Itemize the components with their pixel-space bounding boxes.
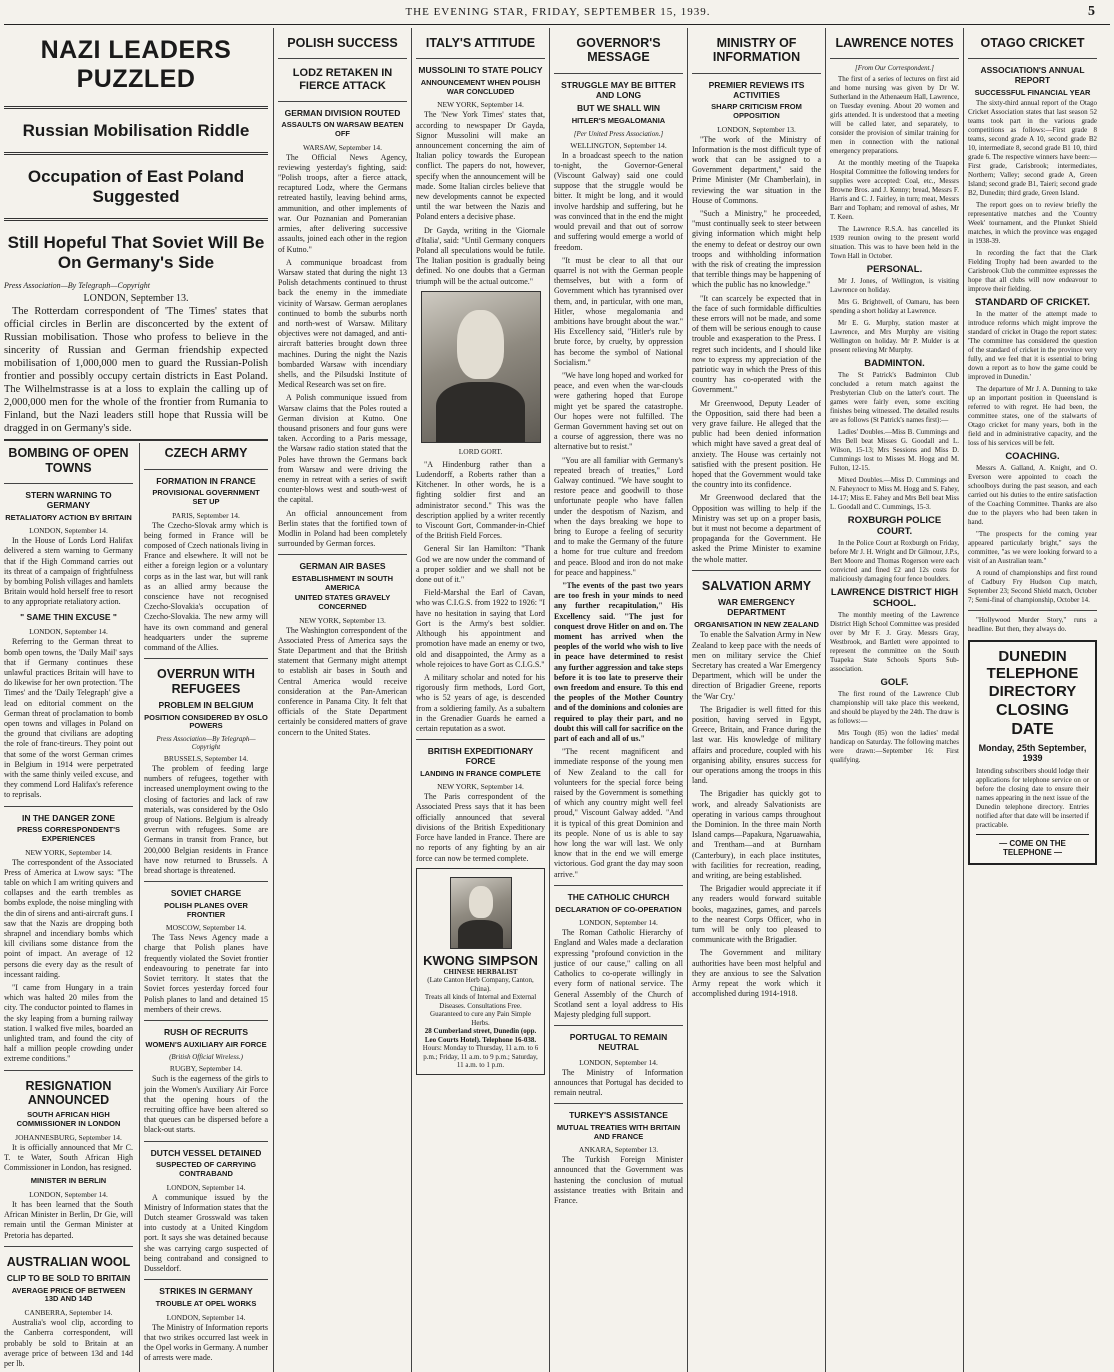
article-paragraph: The sixty-third annual report of the Otago Cricket Association states that last season 52 teams took part in the various grade competitions as follows:—First grade 8 teams, second grade A 10, second grade B2 10, intermediate 8, second grade B1 10, third grade 6. The respective winners have been:—First grade, Carisbrook; intermediates, Northern; Valley; second grade A, Green Island; second grade B1, Taieri; second grade B2, Dunedin; third grade, Green Island. (968, 98, 1097, 197)
article-paragraph: In the House of Lords Lord Halifax delivered a stern warning to Germany that if the High Command carries out its threat of a campaign of frightfulness by bombing Polish villages and hamlets Britain would hold herself free to resort to any appropriate retaliatory action. (4, 536, 133, 607)
subhead: DUTCH VESSEL DETAINED (150, 1147, 262, 1158)
herbalist-ad (416, 868, 545, 1075)
column-2 (274, 28, 412, 1372)
article-paragraph: "We have long hoped and worked for peace, and even when the war-clouds were gathering hoped that Europe might yet be spared the catastrophe. Our hopes were not fulfilled. The German Government having set out on a course of aggression, there was no alternative but to resist." (554, 370, 683, 452)
headline-bombing: BOMBING OF OPEN TOWNS (8, 446, 129, 475)
article-paragraph: Mr E. G. Murphy, station master at Lawrence, and Mrs Murphy are visiting Wellington on holiday. Mr P. Mulder is at present relieving Mr Murphy. (830, 319, 959, 355)
subhead: SUSPECTED OF CARRYING CONTRABAND (155, 1160, 257, 1178)
lead-headline: NAZI LEADERS PUZZLED (40, 36, 232, 93)
article-paragraph: The first of a series of lectures on first aid and home nursing was given by Dr W. Sutherland in the Athenaeum Hall, Lawrence, on Tuesday evening. About 20 women and girls attended. It is understood that a meeting will be called later, and separately, to consider the provision of similar training for men in connection with the national emergency preparations. (830, 75, 959, 156)
article-paragraph: In recording the fact that the Clark Fielding Trophy had been awarded to the Carisbrook Club the committee expresses the hope that all clubs will now endeavour to improve their fielding. (968, 248, 1097, 293)
column-1b (139, 443, 268, 1372)
dateline: LONDON, September 14. (579, 918, 658, 928)
article-paragraph: The Brigadier would appreciate it if any readers would forward suitable books, magazines, games, and parcels to the nearest Corps Officer, who in turn will be only too pleased to communicate with the Brigadier. (692, 884, 821, 945)
subhead: TROUBLE AT OPEL WORKS (155, 1298, 257, 1308)
article-paragraph: In the matter of the attempt made to introduce reforms which might improve the standard of cricket in Otago the report states: 'The committee has considered the question of the standard of cricket in the province very fully, and we feel that it is essential to bring down a report as to how the game could be improved in Dunedin.' (968, 309, 1097, 381)
subhead: IN THE DANGER ZONE (21, 812, 116, 823)
article-paragraph: Australia's wool clip, according to the Canberra correspondent, will probably be sold to Britain at an average price of between 13d and 14d per lb. (4, 1318, 133, 1368)
page-number: 5 (1088, 4, 1096, 19)
section-heading: STANDARD OF CRICKET. (975, 296, 1090, 308)
dateline: MOSCOW, September 14. (165, 923, 247, 933)
dateline: WELLINGTON, September 14. (570, 140, 667, 150)
section-heading: COACHING. (1005, 450, 1060, 462)
article-paragraph: A military scholar and noted for his rigorously firm methods, Lord Gort, who is 52 years of age, is descended from a soldiering family. As a subaltern in the Grenadier Guards he earned a certain reputation as a swot. (416, 672, 545, 733)
section-heading: ROXBURGH POLICE COURT. (847, 515, 942, 538)
lead-dateline: LONDON, September 13. (83, 293, 189, 305)
subhead: WAR EMERGENCY DEPARTMENT (718, 597, 795, 617)
dateline: NEW YORK, September 14. (437, 100, 524, 110)
headline-governor: GOVERNOR'S MESSAGE (576, 36, 661, 65)
ad-line: Guaranteed to cure any Pain Simple Herbs. (430, 1010, 531, 1027)
article-paragraph: At the monthly meeting of the Tuapeka Hospital Committee the following tenders for supplies were accepted: Coal, etc., Messrs Browne Bros. and J. Kenny; bread, Messrs F. Harris and C. J. Fairley, in turn; meat, Messrs Barr and Topham; and removal of ashes, Mr T. Keen. (830, 159, 959, 222)
section-heading: PERSONAL. (866, 264, 923, 276)
article-paragraph: Mixed Doubles.—Miss D. Cummings and N. Faheyлост to Miss M. Hogg and S. Fahey, 14-17; Miss E. Fahey and Mrs Bell beat Miss L. Goodall and C. Cummings, 15-3. (830, 476, 959, 512)
subhead: TURKEY'S ASSISTANCE (569, 1110, 668, 1121)
article-paragraph: "The recent magnificent and immediate response of the young men of New Zealand to the call for volunteers for the special force being raised by the Government is something of which any country might well feel proud," Viscount Galway added. "And it is typical of this great Dominion and its people. None of us is able to say how long the war will last. We only know that in the end we will emerge victorious. God grant the day may soon arrive." (554, 747, 683, 879)
column-6 (826, 28, 964, 1372)
dateline: NEW YORK, September 14. (25, 847, 112, 857)
article-paragraph: In a broadcast speech to the nation to-night, the Governor-General (Viscount Galway) said one could suppose that the struggle would be bitter. It might be long, and it would involve hardship and suffering, but he was convinced that in the end the might would prevail and that out of sorrow and suffering would emerge a world of freedom. (554, 150, 683, 252)
credit: [From Our Correspondent.] (854, 64, 934, 73)
subhead: GERMAN AIR BASES (299, 561, 386, 572)
ad-name: KWONG SIMPSON (423, 952, 538, 968)
photo-caption: LORD GORT. (458, 446, 503, 456)
dateline: RUGBY, September 14. (169, 1064, 243, 1074)
article-paragraph: "It must be clear to all that our quarrel is not with the German people themselves, but with a form of Government which has tyrannised over them, and, in particular, with one man, Hitler, whose megalomania and ambitions have brought about the war." His Excellency said, "Hitler's rule by brute force, by cruelty, by oppression has become the symbol of National Socialism." (554, 255, 683, 367)
subhead: AVERAGE PRICE OF BETWEEN 13D AND 14D (11, 1285, 126, 1304)
subhead: CLIP TO BE SOLD TO BRITAIN (6, 1273, 131, 1284)
ad-body: Intending subscribers should lodge their applications for telephone service on or before the closing date to ensure their names appearing in the next issue of the Dunedin telephone directory. Entries notified after that date will be inserted if practicable. (976, 766, 1089, 829)
lead-subhead-2: Occupation of East Poland Suggested (27, 167, 245, 206)
credit: (British Official Wireless.) (169, 1053, 243, 1062)
columns (4, 28, 1110, 1368)
subhead: SOVIET CHARGE (170, 888, 242, 899)
subhead: ASSOCIATION'S ANNUAL REPORT (980, 65, 1085, 86)
article-paragraph: "The prospects for the coming year appeared particularly bright," says the committee, "as we were looking forward to a visit of an Australian team." (968, 529, 1097, 565)
subhead: BRITISH EXPEDITIONARY FORCE (427, 746, 534, 766)
article-paragraph: The problem of feeding large numbers of refugees, together with increased unemployment owing to the closing of factories and lack of raw materials, was considered by the Oslo group of Nations. Belgium is already overrun with refugees. Some are Germans in transit from France, but 200,000 Belgian residents in France have now returned to Brussels. A bread shortage is threatened. (144, 764, 268, 876)
article-paragraph: Mr Greenwood, Deputy Leader of the Opposition, said there had been a very grave failure. He alleged that the public had been denied information which might have saved a great deal of anxiety. The House was certainly not satisfied with the present position. He hoped that the Government would take the country into its confidence. (692, 398, 821, 490)
article-paragraph: A round of championships and first round of Cadbury Fry Hudson Cup match, September 23; Second Shield match, October 7; Semi-final of championship, October 14. (968, 568, 1097, 604)
article-paragraph: An official announcement from Berlin states that the fortified town of Modlin in Poland had been completely surrounded by German forces. (278, 508, 407, 549)
dateline: JOHANNESBURG, September 14. (15, 1132, 122, 1142)
subhead: MUSSOLINI TO STATE POLICY (418, 65, 543, 76)
subhead: LANDING IN FRANCE COMPLETE (420, 768, 541, 778)
credit: [Per United Press Association.] (573, 129, 664, 138)
article-paragraph: The Government and military authorities have been most helpful and they are anxious to see the Salvation Army repeat the work which it accomplished during 1914-1918. (692, 948, 821, 999)
headline-polish-success: POLISH SUCCESS (287, 36, 398, 50)
dateline: LONDON, September 13. (717, 124, 796, 134)
credit: Press Association—By Telegraph—Copyright (156, 735, 256, 752)
subhead: POLISH PLANES OVER FRONTIER (164, 901, 248, 919)
ad-city: DUNEDIN (998, 647, 1067, 665)
headline-refugees: OVERRUN WITH REFUGEES (157, 667, 255, 696)
dateline: NEW YORK, September 13. (299, 615, 386, 625)
article-paragraph: In the Police Court at Roxburgh on Friday, before Mr J. H. Wright and Dr Gilmour, J.P.s, Bert Moore and Thomas Rogerson were each convicted and fined £2 and 12s costs for maliciously damaging four fence boulders. (830, 539, 959, 584)
subhead: WOMEN'S AUXILIARY AIR FORCE (145, 1039, 267, 1049)
dateline: CANBERRA, September 14. (24, 1308, 113, 1318)
article-paragraph: A communique issued by the Ministry of Information states that the Dutch steamer Grosswald was taken into custody at a United Kingdom port. It says she was detained because she was carrying cargo suspected of being contraband and consigned to Dusseldorf. (144, 1192, 268, 1273)
ad-title: TELEPHONE DIRECTORY (986, 664, 1079, 700)
headline-ministry: MINISTRY OF INFORMATION (712, 36, 801, 65)
dateline: LONDON, September 14. (29, 526, 108, 536)
article-paragraph: The Roman Catholic Hierarchy of England and Wales made a declaration expressing "profound conviction in the justice of our cause," calling on all Catholics to co-operate willingly in every form of national service. The General Assembly of the Church of Scotland sent a loyal address to His Majesty pledging full support. (554, 928, 683, 1019)
quoted-paragraph: "The events of the past two years are too fresh in your minds to need any further recapitulation," His Excellency said. "The just for conquest drove Hitler on and on. The moment has arrived when the peoples of the world who wish to live in peace have determined to resist any further aggression and take steps before it is too late to preserve their own freedom and ensure. To this end the peoples of the Mother Country and of the dominions and colonies are required to play their part, and no doubt this will call for sacrifice on the part of each and all of us." (554, 581, 683, 744)
subhead: LODZ RETAKEN IN FIERCE ATTACK (292, 67, 393, 93)
article-paragraph: It is officially announced that Mr C. T. te Water, South African High Commissioner in London, has resigned. (4, 1142, 133, 1173)
subhead: ANNOUNCEMENT WHEN POLISH WAR CONCLUDED (420, 78, 541, 96)
article-paragraph: The monthly meeting of the Lawrence District High School Committee was presided over by Mr F. J. Gray. Messrs Gray, Westbrook, and Bartlett were appointed to represent the committee on the South Tuapeka State Schools Sports Sub-association. (830, 611, 959, 674)
dateline: WARSAW, September 14. (302, 142, 383, 152)
lead-story (4, 28, 268, 435)
ad-line: 28 Cumberland street, Dunedin (opp. Leo Courts Hotel). Telephone 16-038. (424, 1027, 537, 1044)
filler-paragraph: "Hollywood Murder Story," runs a headline. But then, they always do. (968, 615, 1097, 633)
subhead: PROBLEM IN BELGIUM (158, 700, 254, 711)
headline-resignation: RESIGNATION ANNOUNCED (25, 1078, 112, 1108)
headline-lawrence: LAWRENCE NOTES (835, 36, 954, 50)
lead-credit: Press Association—By Telegraph—Copyright (4, 281, 150, 291)
article-paragraph: It has been learned that the South African Minister in Berlin, Dr Gie, will remain until the German Minister at Pretoria has departed. (4, 1199, 133, 1240)
article-paragraph: To enable the Salvation Army in New Zealand to keep pace with the needs of men on military service the Chief Secretary has created a War Emergency Department, which will be under the direction of Brigadier Greene, reports the 'War Cry.' (692, 630, 821, 701)
article-paragraph: The Lawrence R.S.A. has cancelled its 1939 reunion owing to the present world situation. This was to have been held in the Town Hall in October. (830, 225, 959, 261)
article-paragraph: The Turkish Foreign Minister announced that the Government was hastening the conclusion of mutual assistance treaties with Britain and France. (554, 1155, 683, 1206)
headline-salvation-army: SALVATION ARMY (701, 578, 812, 593)
article-paragraph: The report goes on to review briefly the representative matches and the 'Country Week' tournament, and the Plunket Shield matches, in which the province was engaged in 1938-39. (968, 200, 1097, 245)
column-7 (964, 28, 1101, 1372)
subhead: PRESS CORRESPONDENT'S EXPERIENCES (16, 825, 121, 843)
subhead: STRUGGLE MAY BE BITTER AND LONG (561, 79, 676, 100)
article-paragraph: General Sir Ian Hamilton: "Thank God we are now under the command of a proper soldier and we shall not be done out of it." (416, 544, 545, 585)
article-paragraph: The Paris correspondent of the Associated Press says that it has been officially announced that several divisions of the British Expeditionary Force have landed in France. There are no reports of any fighting by an air force can now be termed complete. (416, 792, 545, 863)
lead-subhead-3: Still Hopeful That Soviet Will Be On Germany's Side (7, 233, 265, 272)
dateline: LONDON, September 14. (166, 1312, 246, 1322)
article-paragraph: The Czecho-Slovak army which is being formed in France will be composed of Czech nationals living in France and elsewhere. It will not be either a foreign legion or a voluntary corps as in the last war, but will rank as an allied army because the conscience have not recognised Czecho-Slovakia's occupation of Czecho-Slovakia. The new army will have its own command and general headquarters under the supreme command of the Allies. (144, 520, 268, 653)
article-paragraph: "A Hindenburg rather than a Ludendorff, a Roberts rather than a Kitchener. In other words, he is a fighting soldier first and an administrator second." This was the description applied by a writer recently to Viscount Gort, Commander-in-Chief of the British Field Forces. (416, 459, 545, 541)
article-paragraph: The first round of the Lawrence Club championship will take place this weekend, and should be played by the 24th. The draw is as follows:— (830, 690, 959, 726)
article-paragraph: The Ministry of Information announces that Portugal has decided to remain neutral. (554, 1067, 683, 1098)
subhead: UNITED STATES GRAVELY CONCERNED (294, 593, 391, 612)
ad-line: CHINESE HERBALIST (443, 967, 518, 976)
dateline: PARIS, September 14. (172, 510, 240, 520)
article-paragraph: Mr J. Jones, of Wellington, is visiting Lawrence on holiday. (830, 277, 959, 295)
section-heading: LAWRENCE DISTRICT HIGH SCHOOL. (830, 587, 959, 610)
subhead: BUT WE SHALL WIN (577, 103, 660, 114)
headline-italy: ITALY'S ATTITUDE (425, 36, 536, 50)
masthead (4, 0, 1110, 25)
subhead: STRIKES IN GERMANY (159, 1286, 253, 1297)
article-paragraph: The Ministry of Information reports that two strikes occurred last week in the Opel works in Germany. A number of arrests were made. (144, 1322, 268, 1363)
column-1 (4, 28, 274, 1372)
subhead: THE CATHOLIC CHURCH (567, 891, 670, 902)
subhead: GERMAN DIVISION ROUTED (284, 107, 401, 118)
article-paragraph: Ladies' Doubles.—Miss B. Cummings and Mrs Bell beat Misses G. Goodall and L. Wilson, 15-13; Mrs Sessions and Miss D. Cummings lost to Misses M. Hogg and M. Fulton, 12-15. (830, 428, 959, 473)
article-paragraph: Mrs Tough (85) won the ladies' medal handicap on Saturday. The following matches were drawn:—September 16: First qualifying. (830, 729, 959, 765)
article-paragraph: Dr Gayda, writing in the 'Giornale d'Italia', said: "Until Germany conquers Poland all speculations would be futile. The Italian position is gradually being defined. No one doubts that a German triumph will be the actual outcome." (416, 225, 545, 286)
subhead: MUTUAL TREATIES WITH BRITAIN AND FRANCE (556, 1123, 681, 1141)
headline-cricket: OTAGO CRICKET (980, 36, 1085, 50)
dateline: NEW YORK, September 14. (437, 782, 524, 792)
article-paragraph: The departure of Mr J. A. Dunning to take up an important position in Queensland is referred to with regret. He had been, the committee states, one of the stalwarts of Otago cricket for many years, both in the field and in administrative capacity, and the loss of his services will be felt. (968, 384, 1097, 447)
column-1a (4, 443, 133, 1372)
ad-date: Monday, 25th September, 1939 (978, 742, 1087, 763)
article-paragraph: The correspondent of the Associated Press of America at Lwow says: "The table on which I am writing quivers and collapses and the earth trembles as bombs explode, the noise mingling with the din of sirens and anti-aircraft guns. I saw that the Nazis are dropping both shrapnel and incendiary bombs which kill civilians some distance from the point of impact. An average of 12 persons die every day as the result of incessant raiding. (4, 857, 133, 979)
subhead: RUSH OF RECRUITS (163, 1026, 249, 1037)
subhead: PORTUGAL TO REMAIN NEUTRAL (569, 1032, 668, 1052)
column-4 (550, 28, 688, 1372)
article-paragraph: "It can scarcely be expected that in the face of such formidable difficulties these errors will not be made, and some of them will be serious enough to cause trouble and exasperation to the Press. I regret such incidents, and I should like now to express my appreciation of the patriotic way in which the Press of this country has co-operated with the Government." (692, 293, 821, 395)
subhead: RETALIATORY ACTION BY BRITAIN (5, 512, 132, 522)
subhead: DECLARATION OF CO-OPERATION (555, 904, 682, 914)
ad-line: Treats all kinds of Internal and External Diseases. Consultations Free. (424, 993, 537, 1010)
article-paragraph: "You are all familiar with Germany's repeated breach of treaties," Lord Galway continued. "We have sought to restore peace and goodwill to those unfortunate people who have fallen under the despotism of Nazism, and when the days breaking we hope to bring to Europe a feeling of security and to make the Germany of the future a home for true culture and freedom and peace. Blood and iron do not make for peace and happiness." (554, 455, 683, 577)
article-paragraph: "Such a Ministry," he proceeded, "must continually seek to steer between giving information which might help the enemy to defeat or destroy our own troops and withholding information with the risk of creating the impression that terrible things may be happening of which the public has no knowledge." (692, 208, 821, 290)
ad-line: Hours: Monday to Thursday, 11 a.m. to 6 p.m.; Friday, 11 a.m. to 9 p.m.; Saturday, 11 a.m. to 1 p.m. (422, 1044, 539, 1070)
subhead: SUCCESSFUL FINANCIAL YEAR (974, 87, 1091, 97)
subhead: ESTABLISHMENT IN SOUTH AMERICA (291, 574, 394, 592)
subhead: SHARP CRITICISM FROM OPPOSITION (711, 102, 802, 120)
subhead: SOUTH AFRICAN HIGH COMMISSIONER IN LONDON (16, 1110, 121, 1129)
section-heading: BADMINTON. (864, 358, 925, 370)
article-paragraph: The Brigadier has quickly got to work, and already Salvationists are operating in various camps throughout the Dominion. In the three main North Island camps—Papakura, Ngaruawahia, and Trentham—and at Burnham (Canterbury), in each place institutes, with facilities for recreation, reading, and writing, are being established. (692, 789, 821, 881)
article-paragraph: A Polish communique issued from Warsaw claims that the Poles routed a German division at Kutno. One thousand prisoners and four guns were taken. According to a Paris message, the Warsaw radio station stated that the Poles have thrown the Germans back from Warsaw and were driving the enemy in retreat with a series of swift counter-blows west and south-west of the capital. (278, 393, 407, 505)
article-paragraph: Mrs G. Brightwell, of Oamaru, has been spending a short holiday at Lawrence. (830, 298, 959, 316)
dateline: BRUSSELS, September 14. (163, 754, 249, 764)
telephone-directory-ad (968, 640, 1097, 865)
article-paragraph: Such is the eagerness of the girls to join the Women's Auxiliary Air Force that the opening hours of the recruiting office have been altered so that queues can be dispersed before a black-out starts. (144, 1074, 268, 1135)
subhead: STERN WARNING TO GERMANY (25, 489, 112, 510)
column-1-lower (4, 439, 268, 1372)
article-paragraph: A communique broadcast from Warsaw stated that during the night 13 Polish detachments continued to thrust back the enemy in the immediate vicinity of Warsaw. German aeroplanes continued to bomb the suburbs north and north-west of Warsaw. Military objectives were not damaged, and anti-aircraft batteries brought down three machines. During the night the Nazis bombarded Warsaw with incendiary shells, and the Pilsudski Institute of Medical Research was set on fire. (278, 257, 407, 390)
ad-line: (Late Canton Herb Company, Canton, China). (427, 976, 534, 993)
subhead: POSITION CONSIDERED BY OSLO POWERS (144, 712, 268, 731)
article-paragraph: The 'New York Times' states that, according to newspaper Dr Gayda, Signor Mussolini will make an announcement concerning the aim of Italian policy towards the European conflict. The papers do not, however, specify when the announcement will be made. Some Italian circles believe that new developments cannot be expected until the war between the Nazis and Poland enters a decisive phase. (416, 110, 545, 222)
article-paragraph: "The work of the Ministry of Information is the most difficult type of work that can be assigned to a Government department," said the Prime Minister (Mr Chamberlain), in reviewing the war situation in the House of Commons. (692, 134, 821, 205)
article-paragraph: Referring to the German threat to bomb open towns, the 'Daily Mail' says that if Germany continues these unlawful practices Britain will have to do likewise for her own protection. 'The Times' and the 'Daily Telegraph' give a lead on editorial comment on the German threat of proclamation to bomb open towns and villages in Poland on the ground that civilians are adopting the role of franc-tireurs. They point out that some of the worst German crimes in Belgium in 1914 were perpetrated with the same thinly veiled excuse, and they commend Lord Halifax's reference to reprisals. (4, 637, 133, 800)
dateline: ANKARA, September 13. (578, 1145, 659, 1155)
ad-slogan: — COME ON THE TELEPHONE — (976, 834, 1089, 857)
article-paragraph: "I came from Hungary in a train which was halted 20 miles from the city. The conductor pointed to flames in the sky leaping from a burning railway station. I walked five miles, boarded an unlighted tram, and found the city of half a million people crowding under extreme conditions." (4, 983, 133, 1064)
article-paragraph: Messrs A. Galland, A. Knight, and O. Everson were appointed to coach the schoolboys during the past season, and each carried out his duties to the entire satisfaction of the Coaching Committee. Thanks are also due to the players who had been taken in hand. (968, 463, 1097, 526)
dateline: LONDON, September 14. (166, 1182, 246, 1192)
article-paragraph: The St Patrick's Badminton Club concluded a return match against the Presbyterian Club on the latter's court. The games were fairly even, some exciting finishes being witnessed. The detailed results are as follows (St Patrick's names first):— (830, 371, 959, 425)
subhead: PREMIER REVIEWS ITS ACTIVITIES (708, 79, 805, 100)
subhead: FORMATION IN FRANCE (156, 475, 256, 486)
article-paragraph: The Official News Agency, reviewing yesterday's fighting, said: "Polish troops, after a fierce attack, recaptured Lodz, where the Germans retreated hastily, leaving behind arms, ammunition, and other implements of war. Our Poznanian and Pomeranian armies, after delivering successive assaults, joined each other in the region of Kutno." (278, 152, 407, 254)
headline-czech-army: CZECH ARMY (164, 446, 248, 461)
article-paragraph: The Brigadier is well fitted for this position, having served in Egypt, Greece, Britain, and France during the last war. His knowledge of military affairs and procedure, coupled with his organising ability, ensures success for our operations among the troops in this land. (692, 704, 821, 786)
column-3 (412, 28, 550, 1372)
article-paragraph: The Tass News Agency made a charge that Polish planes have frequently violated the Soviet frontier endeavouring to penetrate far into Soviet territory. It states that the Soviet forces yesterday forced four Polish planes to land and detained 15 members of their crews. (144, 933, 268, 1014)
subhead: ORGANISATION IN NEW ZEALAND (694, 619, 819, 629)
column-5 (688, 28, 826, 1372)
headline-wool: AUSTRALIAN WOOL (6, 1254, 131, 1269)
lead-body: The Rotterdam correspondent of 'The Times' states that official circles in Berlin are disconcerted by the extent of Russian mobilisation. Those who profess to believe in the sincerity of Russian and German friendship expected mobilisation of 1,000,000 men to guard the Russian-Polish frontier and possibly occupy certain districts in East Poland. The Wilhelmstrasse is at a loss to explain the calling up of 2,000,000 men for the whole of the frontier from Rumania to Finland, but the Nazi leaders still hope that Russia will be dragged in on Germany's side. (4, 306, 268, 435)
masthead-title: THE EVENING STAR, FRIDAY, SEPTEMBER 15, 1939. (405, 6, 711, 18)
lead-subhead-1: Russian Mobilisation Riddle (22, 120, 250, 140)
article-paragraph: Mr Greenwood declared that the Opposition was willing to help if the Ministry was set up on a proper basis, but it must not become a department of propaganda for the Government. He asked the Prime Minister to examine the whole matter. (692, 493, 821, 564)
dateline: LONDON, September 14. (579, 1057, 658, 1067)
lord-gort-photo (421, 291, 541, 443)
article-paragraph: The Washington correspondent of the Associated Press of America says the State Department and that the British statement that Germany might attempt to establish air bases in South and Central America would receive consideration at the Pan-American conference in Panama City. It felt that officials of the State Department certainly be considered matters of grave concern to the United States. (278, 625, 407, 737)
subhead: " SAME THIN EXCUSE " (20, 611, 117, 622)
subhead: MINISTER IN BERLIN (30, 1176, 107, 1186)
dateline: LONDON, September 14. (29, 1189, 108, 1199)
subhead: HITLER'S MEGALOMANIA (571, 116, 666, 126)
herbalist-portrait (450, 877, 512, 949)
section-heading: GOLF. (880, 677, 909, 689)
subhead: ASSAULTS ON WARSAW BEATEN OFF (281, 120, 404, 139)
ad-title: CLOSING DATE (996, 701, 1069, 738)
subhead: PROVISIONAL GOVERNMENT SET UP (152, 488, 260, 506)
dateline: LONDON, September 14. (29, 627, 108, 637)
article-paragraph: Field-Marshal the Earl of Cavan, who was C.I.G.S. from 1922 to 1926: "I have no hesitation in saying that Lord Gort is the Army's best soldier. Although his appointment and promotion have made an enemy or two, old and disappointed, the Army as a whole rejoices to have Gort as C.I.G.S." (416, 588, 545, 669)
